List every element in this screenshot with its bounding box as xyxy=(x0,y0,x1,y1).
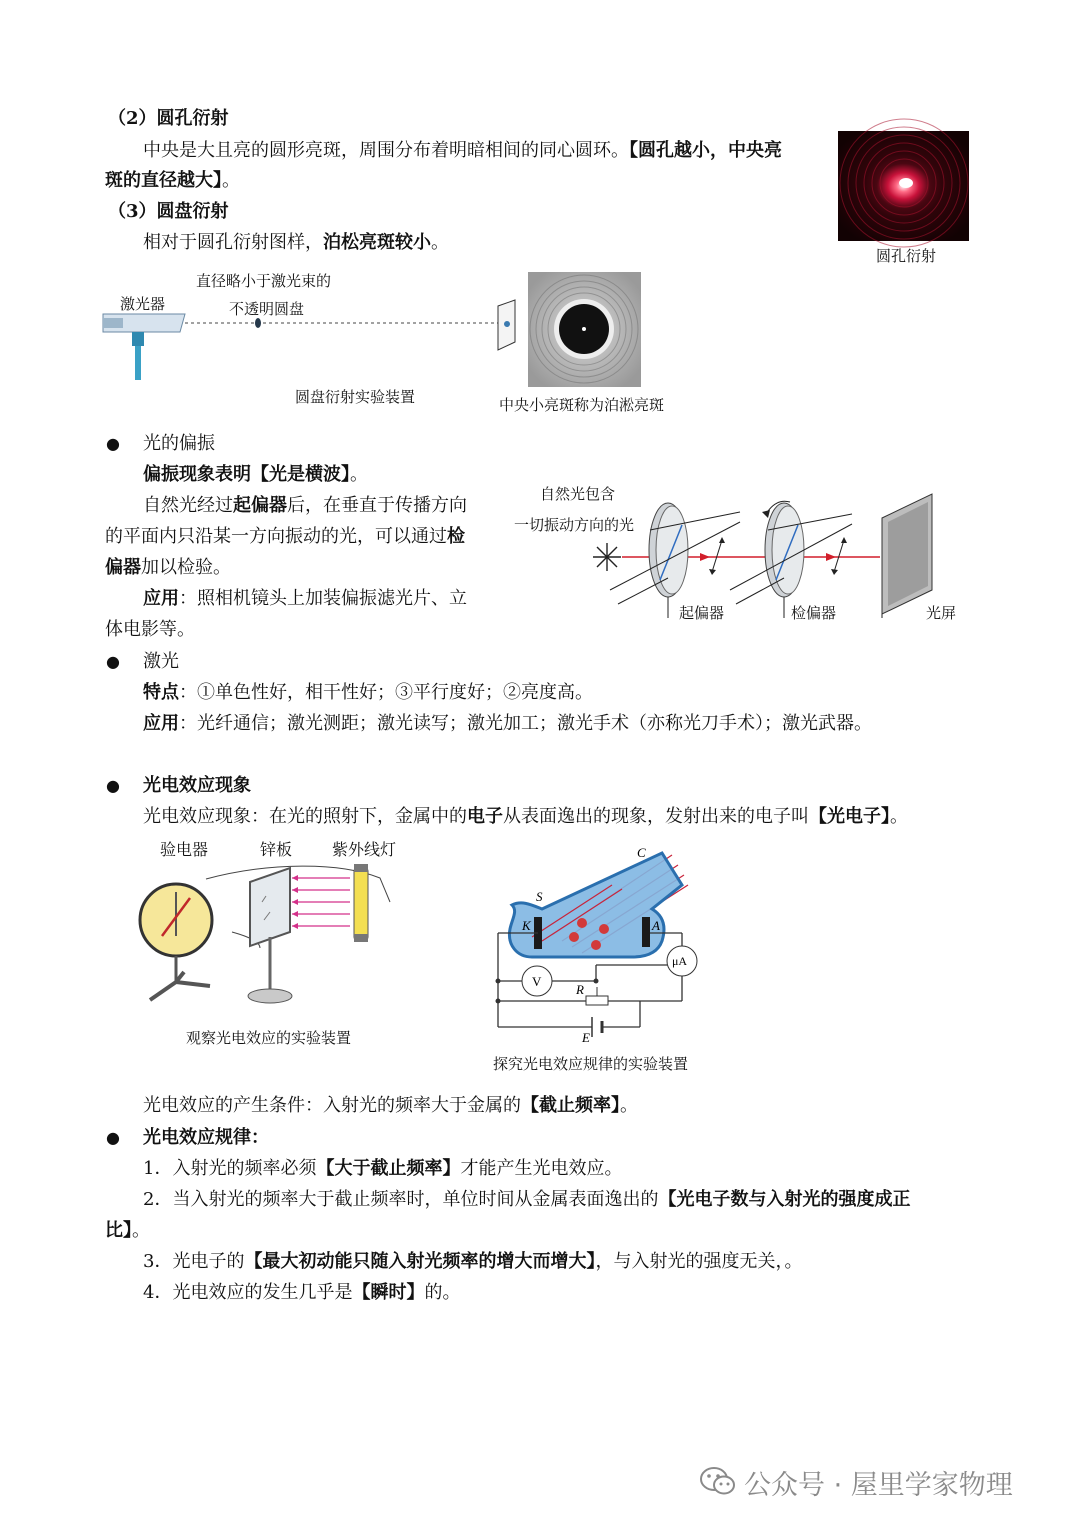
label-electroscope: 验电器 xyxy=(160,840,209,859)
paragraph-disc: 相对于圆孔衍射图样，泊松亮斑较小。 xyxy=(143,232,449,253)
bullet-dot-laws: ● xyxy=(106,1128,120,1147)
label-V: V xyxy=(532,974,542,989)
label-K: K xyxy=(522,918,531,933)
bullet-dot-photoelectric: ● xyxy=(106,776,120,795)
polarization-line6: 体电影等。 xyxy=(105,619,195,640)
heading-disc: （3）圆盘衍射 xyxy=(108,201,229,222)
label-disc-line1: 直径略小于激光束的 xyxy=(196,272,332,290)
polarization-line4: 偏器加以检验。 xyxy=(105,557,231,578)
photoelectric-condition: 光电效应的产生条件：入射光的频率大于金属的【截止频率】。 xyxy=(143,1095,638,1116)
heading-circular-hole: （2）圆孔衍射 xyxy=(108,108,229,129)
label-S: S xyxy=(536,889,543,904)
polarization-line2: 自然光经过起偏器后，在垂直于传播方向 xyxy=(143,495,467,516)
bullet-dot-laser: ● xyxy=(106,652,120,671)
label-A: A xyxy=(652,918,660,933)
caption-electroscope-setup: 观察光电效应的实验装置 xyxy=(186,1029,352,1047)
polarization-line5: 应用：照相机镜头上加装偏振滤光片、立 xyxy=(143,588,467,609)
label-natural-light-1: 自然光包含 xyxy=(540,485,616,503)
photoelectric-definition: 光电效应现象：在光的照射下，金属中的电子从表面逸出的现象，发射出来的电子叫【光电子】。 xyxy=(143,806,908,827)
law-1: 1．入射光的频率必须【大于截止频率】才能产生光电效应。 xyxy=(143,1158,623,1179)
law-2-cont: 比】。 xyxy=(105,1220,150,1241)
laser-features: 特点：①单色性好，相干性好；③平行度好；②亮度高。 xyxy=(143,682,593,703)
caption-circuit-setup: 探究光电效应规律的实验装置 xyxy=(493,1055,689,1073)
law-2: 2．当入射光的频率大于截止频率时，单位时间从金属表面逸出的【光电子数与入射光的强度成正 xyxy=(143,1189,911,1210)
bullet-title-laws: 光电效应规律： xyxy=(143,1127,269,1148)
label-uv-lamp: 紫外线灯 xyxy=(332,840,397,859)
wechat-icon xyxy=(700,1466,736,1496)
label-C: C xyxy=(637,845,646,860)
circular-hole-pattern-image xyxy=(838,131,969,241)
bullet-title-polarization: 光的偏振 xyxy=(143,433,215,454)
bullet-title-laser: 激光 xyxy=(143,651,179,672)
laser-applications: 应用：光纤通信；激光测距；激光读写；激光加工；激光手术（亦称光刀手术）；激光武器。 xyxy=(143,713,872,734)
photoelectric-circuit-diagram xyxy=(492,845,717,1045)
label-R: R xyxy=(576,982,584,997)
bullet-dot-polarization: ● xyxy=(106,434,120,453)
caption-circular-hole: 圆孔衍射 xyxy=(876,247,937,265)
label-disc-line2: 不透明圆盘 xyxy=(229,300,305,318)
label-E: E xyxy=(582,1030,590,1045)
electroscope-setup-diagram xyxy=(140,862,390,1012)
label-polarizer: 起偏器 xyxy=(679,604,725,622)
label-laser: 激光器 xyxy=(120,295,166,313)
bullet-title-photoelectric: 光电效应现象 xyxy=(143,775,251,796)
label-natural-light-2: 一切振动方向的光 xyxy=(514,516,635,534)
disc-diffraction-setup-diagram xyxy=(100,300,530,390)
law-3: 3．光电子的【最大初动能只随入射光频率的增大而增大】，与入射光的强度无关，。 xyxy=(143,1251,803,1272)
label-uA: μA xyxy=(672,954,688,968)
polarization-line1: 偏振现象表明【光是横波】。 xyxy=(143,464,368,485)
law-4: 4．光电效应的发生几乎是【瞬时】的。 xyxy=(143,1282,461,1303)
poisson-spot-image xyxy=(528,272,641,387)
label-screen: 光屏 xyxy=(926,604,957,622)
paragraph-circular-hole-cont: 斑的直径越大】。 xyxy=(105,170,240,191)
caption-disc-setup: 圆盘衍射实验装置 xyxy=(295,388,416,406)
polarization-line3: 的平面内只沿某一方向振动的光，可以通过检 xyxy=(105,526,465,547)
polarization-diagram xyxy=(590,490,950,620)
label-zinc-plate: 锌板 xyxy=(260,840,293,859)
watermark-text: 公众号 · 屋里学家物理 xyxy=(744,1470,1013,1501)
paragraph-circular-hole: 中央是大且亮的圆形亮斑，周围分布着明暗相间的同心圆环。【圆孔越小，中央亮 xyxy=(143,140,782,161)
label-analyzer: 检偏器 xyxy=(791,604,837,622)
caption-poisson-spot: 中央小亮斑称为泊淞亮斑 xyxy=(499,396,665,414)
